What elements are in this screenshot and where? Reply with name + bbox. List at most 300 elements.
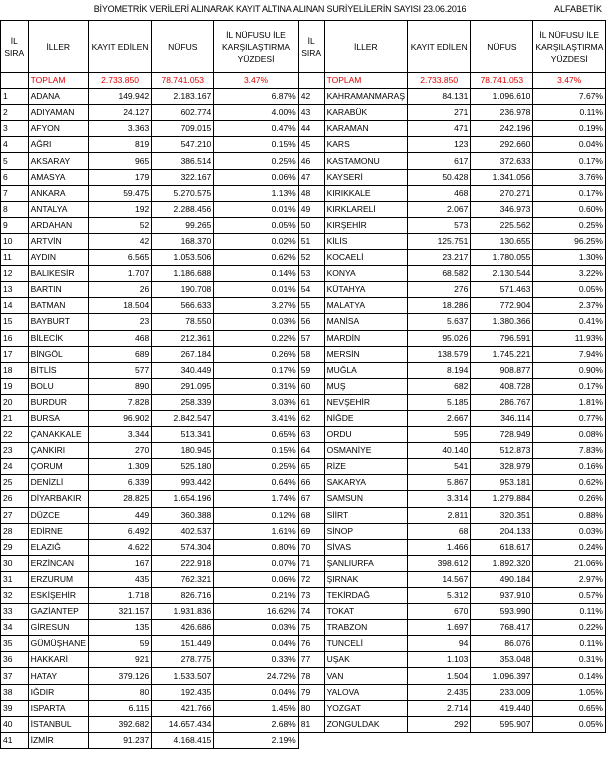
cell-registered: 449 [88, 507, 151, 523]
total-percent: 3.47% [214, 73, 298, 89]
cell-registered: 192 [88, 201, 151, 217]
cell-population: 566.633 [152, 298, 214, 314]
cell-population: 571.463 [471, 282, 533, 298]
cell-city: KIRKLARELİ [324, 201, 407, 217]
cell-registered: 123 [408, 137, 471, 153]
cell-population: 1.931.836 [152, 604, 214, 620]
empty-cell [324, 732, 407, 748]
cell-registered: 52 [88, 217, 151, 233]
cell-city: İZMİR [28, 732, 88, 748]
cell-registered: 68.582 [408, 266, 471, 282]
cell-population: 180.945 [152, 443, 214, 459]
cell-registered: 271 [408, 105, 471, 121]
cell-registered: 471 [408, 121, 471, 137]
cell-percent: 0.31% [533, 652, 606, 668]
cell-rank: 6 [1, 169, 29, 185]
cell-percent: 0.62% [533, 475, 606, 491]
cell-population: 1.380.366 [471, 314, 533, 330]
cell-rank: 55 [298, 298, 324, 314]
cell-registered: 2.435 [408, 684, 471, 700]
cell-population: 1.533.507 [152, 668, 214, 684]
cell-rank: 72 [298, 571, 324, 587]
header-population: NÜFUS [471, 21, 533, 73]
cell-city: KIRŞEHİR [324, 217, 407, 233]
cell-percent: 0.04% [533, 137, 606, 153]
cell-registered: 1.309 [88, 459, 151, 475]
cell-rank: 60 [298, 378, 324, 394]
cell-city: KIRIKKALE [324, 185, 407, 201]
cell-registered: 3.363 [88, 121, 151, 137]
cell-percent: 0.60% [533, 201, 606, 217]
cell-city: AYDIN [28, 250, 88, 266]
cell-registered: 292 [408, 716, 471, 732]
cell-population: 242.196 [471, 121, 533, 137]
table-row [1, 523, 606, 539]
cell-percent: 6.87% [214, 89, 298, 105]
cell-rank: 58 [298, 346, 324, 362]
cell-population: 1.096.397 [471, 668, 533, 684]
cell-population: 5.270.575 [152, 185, 214, 201]
cell-population: 728.949 [471, 427, 533, 443]
cell-percent: 0.77% [533, 410, 606, 426]
cell-percent: 0.41% [533, 314, 606, 330]
cell-rank: 37 [1, 668, 29, 684]
table-row [1, 588, 606, 604]
cell-rank: 51 [298, 233, 324, 249]
cell-city: BATMAN [28, 298, 88, 314]
cell-rank: 4 [1, 137, 29, 153]
cell-rank: 5 [1, 153, 29, 169]
cell-registered: 26 [88, 282, 151, 298]
cell-rank: 78 [298, 668, 324, 684]
cell-population: 353.048 [471, 652, 533, 668]
cell-city: ERZURUM [28, 571, 88, 587]
cell-rank: 69 [298, 523, 324, 539]
cell-registered: 3.314 [408, 491, 471, 507]
cell-percent: 96.25% [533, 233, 606, 249]
cell-registered: 595 [408, 427, 471, 443]
cell-rank: 7 [1, 185, 29, 201]
cell-city: KARABÜK [324, 105, 407, 121]
cell-registered: 6.565 [88, 250, 151, 266]
cell-population: 168.370 [152, 233, 214, 249]
table-row [1, 266, 606, 282]
cell-registered: 1.697 [408, 620, 471, 636]
cell-rank: 10 [1, 233, 29, 249]
cell-registered: 50.428 [408, 169, 471, 185]
cell-percent: 0.01% [214, 282, 298, 298]
cell-percent: 1.13% [214, 185, 298, 201]
cell-rank: 74 [298, 604, 324, 620]
cell-city: ORDU [324, 427, 407, 443]
cell-percent: 0.03% [533, 523, 606, 539]
cell-registered: 135 [88, 620, 151, 636]
cell-population: 292.660 [471, 137, 533, 153]
cell-rank: 32 [1, 588, 29, 604]
cell-population: 346.114 [471, 410, 533, 426]
cell-population: 762.321 [152, 571, 214, 587]
cell-rank: 26 [1, 491, 29, 507]
cell-city: RİZE [324, 459, 407, 475]
cell-registered: 541 [408, 459, 471, 475]
table-row [1, 137, 606, 153]
cell-percent: 0.07% [214, 555, 298, 571]
cell-rank: 13 [1, 282, 29, 298]
total-row [1, 73, 606, 89]
cell-registered: 577 [88, 362, 151, 378]
cell-rank: 47 [298, 169, 324, 185]
cell-percent: 0.05% [533, 282, 606, 298]
cell-percent: 0.06% [214, 169, 298, 185]
cell-registered: 965 [88, 153, 151, 169]
cell-percent: 0.26% [214, 346, 298, 362]
cell-city: KARAMAN [324, 121, 407, 137]
cell-city: KARS [324, 137, 407, 153]
cell-registered: 96.902 [88, 410, 151, 426]
cell-percent: 0.05% [533, 716, 606, 732]
cell-city: GAZİANTEP [28, 604, 88, 620]
cell-registered: 8.194 [408, 362, 471, 378]
cell-registered: 149.942 [88, 89, 151, 105]
empty-cell [533, 732, 606, 748]
cell-rank: 71 [298, 555, 324, 571]
header-registered: KAYIT EDİLEN [408, 21, 471, 73]
cell-percent: 1.45% [214, 700, 298, 716]
cell-percent: 0.22% [214, 330, 298, 346]
cell-city: IĞDIR [28, 684, 88, 700]
cell-rank: 16 [1, 330, 29, 346]
total-percent: 3.47% [533, 73, 606, 89]
cell-rank: 42 [298, 89, 324, 105]
cell-population: 796.591 [471, 330, 533, 346]
cell-population: 1.186.688 [152, 266, 214, 282]
cell-city: AĞRI [28, 137, 88, 153]
cell-registered: 379.126 [88, 668, 151, 684]
cell-population: 709.015 [152, 121, 214, 137]
cell-rank: 67 [298, 491, 324, 507]
cell-registered: 95.026 [408, 330, 471, 346]
cell-percent: 1.30% [533, 250, 606, 266]
header-row [1, 21, 606, 73]
cell-city: DÜZCE [28, 507, 88, 523]
data-table [0, 20, 606, 749]
cell-registered: 1.707 [88, 266, 151, 282]
cell-city: ADANA [28, 89, 88, 105]
cell-population: 2.183.167 [152, 89, 214, 105]
cell-registered: 270 [88, 443, 151, 459]
cell-city: ÇANAKKALE [28, 427, 88, 443]
cell-registered: 819 [88, 137, 151, 153]
cell-percent: 0.25% [214, 153, 298, 169]
cell-city: HAKKARİ [28, 652, 88, 668]
cell-percent: 0.22% [533, 620, 606, 636]
cell-rank: 28 [1, 523, 29, 539]
cell-city: TEKİRDAĞ [324, 588, 407, 604]
cell-rank: 45 [298, 137, 324, 153]
cell-population: 225.562 [471, 217, 533, 233]
cell-city: MANİSA [324, 314, 407, 330]
cell-city: SAKARYA [324, 475, 407, 491]
cell-city: SİVAS [324, 539, 407, 555]
cell-city: ANKARA [28, 185, 88, 201]
cell-percent: 2.19% [214, 732, 298, 748]
cell-percent: 0.57% [533, 588, 606, 604]
empty-cell [471, 732, 533, 748]
cell-city: HATAY [28, 668, 88, 684]
total-registered: 2.733.850 [408, 73, 471, 89]
cell-city: MARDİN [324, 330, 407, 346]
header-percent: İL NÜFUSU İLE KARŞILAŞTIRMA YÜZDESİ [214, 21, 298, 73]
cell-registered: 84.131 [408, 89, 471, 105]
cell-population: 402.537 [152, 523, 214, 539]
cell-percent: 0.25% [214, 459, 298, 475]
table-row [1, 491, 606, 507]
total-population: 78.741.053 [471, 73, 533, 89]
cell-rank: 18 [1, 362, 29, 378]
cell-city: ÇANKIRI [28, 443, 88, 459]
cell-registered: 573 [408, 217, 471, 233]
cell-registered: 468 [408, 185, 471, 201]
cell-registered: 179 [88, 169, 151, 185]
cell-rank: 15 [1, 314, 29, 330]
cell-city: DİYARBAKIR [28, 491, 88, 507]
sort-order-label: ALFABETİK [553, 4, 602, 14]
cell-population: 212.361 [152, 330, 214, 346]
cell-rank: 52 [298, 250, 324, 266]
cell-population: 421.766 [152, 700, 214, 716]
cell-population: 408.728 [471, 378, 533, 394]
cell-rank: 31 [1, 571, 29, 587]
cell-city: GÜMÜŞHANE [28, 636, 88, 652]
cell-population: 1.654.196 [152, 491, 214, 507]
cell-population: 908.877 [471, 362, 533, 378]
table-row [1, 282, 606, 298]
report-title: BİYOMETRİK VERİLERİ ALINARAK KAYIT ALTINA ALINAN SURİYELİLERİN SAYISI 23.06.2016 [93, 4, 467, 14]
cell-percent: 0.88% [533, 507, 606, 523]
table-row [1, 620, 606, 636]
cell-city: SAMSUN [324, 491, 407, 507]
cell-population: 4.168.415 [152, 732, 214, 748]
cell-registered: 23.217 [408, 250, 471, 266]
cell-percent: 0.26% [533, 491, 606, 507]
cell-population: 320.351 [471, 507, 533, 523]
cell-rank: 2 [1, 105, 29, 121]
cell-city: KOCAELİ [324, 250, 407, 266]
cell-rank: 63 [298, 427, 324, 443]
table-row [1, 459, 606, 475]
cell-population: 426.686 [152, 620, 214, 636]
cell-population: 360.388 [152, 507, 214, 523]
cell-city: TUNCELİ [324, 636, 407, 652]
cell-percent: 0.17% [533, 378, 606, 394]
cell-registered: 689 [88, 346, 151, 362]
header-city: İLLER [324, 21, 407, 73]
cell-population: 233.009 [471, 684, 533, 700]
cell-rank: 65 [298, 459, 324, 475]
cell-city: ŞIRNAK [324, 571, 407, 587]
cell-percent: 4.00% [214, 105, 298, 121]
cell-percent: 1.61% [214, 523, 298, 539]
cell-percent: 3.41% [214, 410, 298, 426]
cell-rank: 62 [298, 410, 324, 426]
cell-population: 130.655 [471, 233, 533, 249]
cell-percent: 0.24% [533, 539, 606, 555]
table-row [1, 298, 606, 314]
cell-registered: 2.811 [408, 507, 471, 523]
total-label: TOPLAM [324, 73, 407, 89]
table-row [1, 105, 606, 121]
cell-population: 547.210 [152, 137, 214, 153]
cell-city: KASTAMONU [324, 153, 407, 169]
cell-percent: 3.27% [214, 298, 298, 314]
table-row [1, 571, 606, 587]
cell-registered: 23 [88, 314, 151, 330]
cell-city: BARTIN [28, 282, 88, 298]
cell-rank: 44 [298, 121, 324, 137]
cell-city: KONYA [324, 266, 407, 282]
table-row [1, 652, 606, 668]
cell-rank: 40 [1, 716, 29, 732]
cell-rank: 24 [1, 459, 29, 475]
cell-percent: 0.02% [214, 233, 298, 249]
cell-registered: 5.312 [408, 588, 471, 604]
cell-registered: 7.828 [88, 394, 151, 410]
cell-registered: 6.492 [88, 523, 151, 539]
table-row [1, 153, 606, 169]
cell-city: TRABZON [324, 620, 407, 636]
table-row [1, 475, 606, 491]
cell-population: 826.716 [152, 588, 214, 604]
cell-city: AMASYA [28, 169, 88, 185]
cell-rank: 9 [1, 217, 29, 233]
cell-population: 190.708 [152, 282, 214, 298]
cell-city: ARDAHAN [28, 217, 88, 233]
cell-city: MALATYA [324, 298, 407, 314]
cell-registered: 682 [408, 378, 471, 394]
cell-population: 86.076 [471, 636, 533, 652]
cell-city: MUŞ [324, 378, 407, 394]
table-row [1, 410, 606, 426]
cell-population: 1.780.055 [471, 250, 533, 266]
cell-rank: 75 [298, 620, 324, 636]
cell-rank: 20 [1, 394, 29, 410]
cell-rank: 25 [1, 475, 29, 491]
cell-population: 602.774 [152, 105, 214, 121]
cell-rank: 11 [1, 250, 29, 266]
empty-cell [408, 732, 471, 748]
cell-rank: 21 [1, 410, 29, 426]
cell-percent: 11.93% [533, 330, 606, 346]
cell-percent: 0.47% [214, 121, 298, 137]
cell-percent: 3.76% [533, 169, 606, 185]
cell-registered: 24.127 [88, 105, 151, 121]
cell-city: EDİRNE [28, 523, 88, 539]
cell-city: ISPARTA [28, 700, 88, 716]
cell-population: 593.990 [471, 604, 533, 620]
table-row [1, 169, 606, 185]
cell-percent: 0.65% [214, 427, 298, 443]
cell-population: 1.341.056 [471, 169, 533, 185]
cell-city: NİĞDE [324, 410, 407, 426]
cell-registered: 5.185 [408, 394, 471, 410]
cell-population: 2.130.544 [471, 266, 533, 282]
cell-population: 953.181 [471, 475, 533, 491]
cell-rank: 39 [1, 700, 29, 716]
cell-population: 291.095 [152, 378, 214, 394]
cell-rank: 34 [1, 620, 29, 636]
cell-percent: 0.21% [214, 588, 298, 604]
cell-registered: 59 [88, 636, 151, 652]
cell-percent: 0.80% [214, 539, 298, 555]
cell-population: 937.910 [471, 588, 533, 604]
cell-population: 204.133 [471, 523, 533, 539]
table-row [1, 250, 606, 266]
cell-registered: 138.579 [408, 346, 471, 362]
cell-percent: 0.04% [214, 684, 298, 700]
cell-city: BOLU [28, 378, 88, 394]
cell-population: 14.657.434 [152, 716, 214, 732]
cell-population: 372.633 [471, 153, 533, 169]
cell-city: ADIYAMAN [28, 105, 88, 121]
cell-city: VAN [324, 668, 407, 684]
cell-rank: 80 [298, 700, 324, 716]
cell-registered: 4.622 [88, 539, 151, 555]
cell-registered: 42 [88, 233, 151, 249]
cell-city: ÇORUM [28, 459, 88, 475]
cell-registered: 94 [408, 636, 471, 652]
cell-rank: 49 [298, 201, 324, 217]
cell-city: YOZGAT [324, 700, 407, 716]
cell-city: İSTANBUL [28, 716, 88, 732]
cell-percent: 0.11% [533, 636, 606, 652]
cell-population: 768.417 [471, 620, 533, 636]
cell-city: KÜTAHYA [324, 282, 407, 298]
cell-population: 267.184 [152, 346, 214, 362]
cell-population: 1.053.506 [152, 250, 214, 266]
cell-city: OSMANİYE [324, 443, 407, 459]
cell-percent: 0.16% [533, 459, 606, 475]
table-row [1, 555, 606, 571]
cell-city: AFYON [28, 121, 88, 137]
cell-percent: 0.11% [533, 105, 606, 121]
cell-registered: 321.157 [88, 604, 151, 620]
cell-registered: 921 [88, 652, 151, 668]
empty-cell [298, 732, 324, 748]
cell-registered: 1.504 [408, 668, 471, 684]
cell-city: ERZİNCAN [28, 555, 88, 571]
cell-registered: 670 [408, 604, 471, 620]
cell-registered: 167 [88, 555, 151, 571]
cell-population: 574.304 [152, 539, 214, 555]
cell-registered: 435 [88, 571, 151, 587]
table-row [1, 668, 606, 684]
cell-registered: 2.067 [408, 201, 471, 217]
cell-population: 99.265 [152, 217, 214, 233]
cell-city: ANTALYA [28, 201, 88, 217]
cell-city: MUĞLA [324, 362, 407, 378]
cell-rank: 29 [1, 539, 29, 555]
cell-city: ARTVİN [28, 233, 88, 249]
cell-rank: 53 [298, 266, 324, 282]
cell-registered: 125.751 [408, 233, 471, 249]
cell-rank: 38 [1, 684, 29, 700]
cell-population: 2.842.547 [152, 410, 214, 426]
cell-rank: 33 [1, 604, 29, 620]
cell-population: 513.341 [152, 427, 214, 443]
cell-rank: 79 [298, 684, 324, 700]
cell-registered: 6.339 [88, 475, 151, 491]
cell-percent: 0.65% [533, 700, 606, 716]
